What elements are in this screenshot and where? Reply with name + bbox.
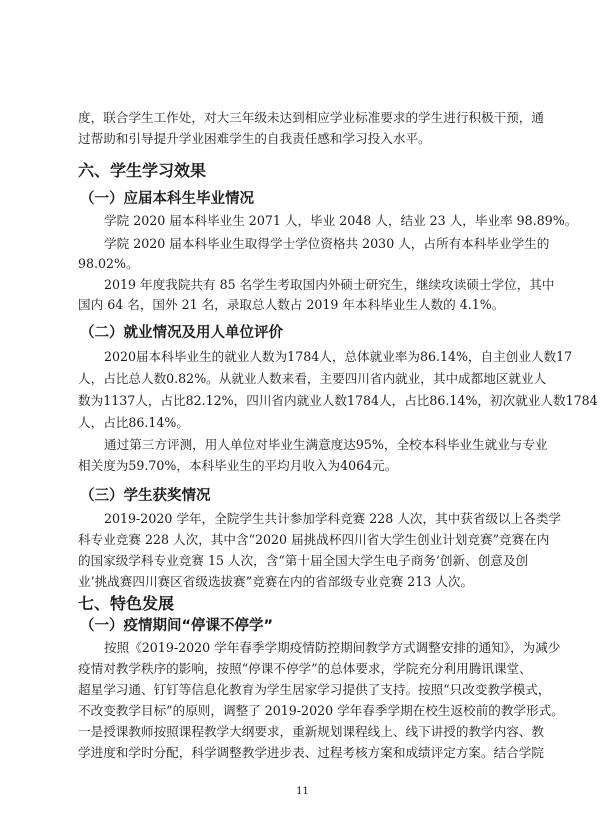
section-heading: 七、特色发展 bbox=[78, 594, 175, 613]
paragraph-line: 科专业竞赛 228 人次，其中含“2020 届挑战杯四川省大学生创业计划竞赛”竞赛在内 bbox=[78, 532, 550, 547]
subsection-heading: （二）就业情况及用人单位评价 bbox=[80, 325, 283, 341]
paragraph-line: 学院 2020 届本科毕业生取得学士学位资格共 2030 人，占所有本科毕业学生的 bbox=[104, 236, 550, 251]
paragraph-line: 超星学习通、钉钉等信息化教育为学生居家学习提供了支持。按照“只改变教学模式， bbox=[78, 682, 551, 697]
paragraph-line: 2019-2020 学年，全院学生共计参加学科竞赛 228 人次，其中获省级以上各类学 bbox=[104, 511, 562, 526]
paragraph-line: 数为1137人，占比82.12%，四川省内就业人数1784人，占比86.14%，初次就业人数1784 bbox=[78, 393, 598, 408]
subsection-heading: （一）疫情期间“停课不停学” bbox=[80, 618, 274, 634]
paragraph-line: 人，占比86.14%。 bbox=[78, 415, 189, 430]
paragraph-line: 一是授课教师按照课程教学大纲要求，重新规划课程线上、线下讲授的教学内容、教 bbox=[78, 724, 544, 739]
paragraph-line: 通过第三方评测，用人单位对毕业生满意度达95%，全校本科毕业生就业与专业 bbox=[104, 437, 548, 452]
page-number: 11 bbox=[296, 786, 309, 797]
paragraph-line: 疫情对教学秩序的影响，按照“停课不停学”的总体要求，学院充分利用腾讯课堂、 bbox=[78, 661, 532, 676]
paragraph-line: 的国家级学科专业竞赛 15 人次，含“第十届全国大学生电子商务‘创新、创意及创 bbox=[78, 553, 529, 568]
paragraph-line: 2020届本科毕业生的就业人数为1784人，总体就业率为86.14%，自主创业人数17 bbox=[104, 349, 573, 364]
paragraph-line: 98.02%。 bbox=[78, 256, 139, 271]
paragraph-line: 2019 年度我院共有 85 名学生考取国内外硕士研究生，继续攻读硕士学位，其中 bbox=[104, 277, 555, 292]
paragraph-line: 相关度为59.70%，本科毕业生的平均月收入为4064元。 bbox=[78, 458, 398, 473]
subsection-heading: （一）应届本科生毕业情况 bbox=[80, 191, 254, 207]
paragraph-line: 过帮助和引导提升学业困难学生的自我责任感和学习投入水平。 bbox=[78, 131, 431, 146]
subsection-heading: （三）学生获奖情况 bbox=[80, 488, 211, 504]
paragraph-line: 按照《2019-2020 学年春季学期疫情防控期间教学方式调整安排的通知》，为减少 bbox=[104, 640, 561, 655]
paragraph-line: 人，占比总人数0.82%。从就业人数来看，主要四川省内就业，其中成都地区就业人 bbox=[78, 371, 547, 386]
paragraph-line: 国内 64 名，国外 21 名，录取总人数占 2019 年本科毕业生人数的 4.1%。 bbox=[78, 297, 505, 312]
paragraph-line: 不改变教学目标”的原则，调整了 2019-2020 学年春季学期在校生返校前的教学形式。 bbox=[78, 703, 564, 718]
section-heading: 六、学生学习效果 bbox=[78, 161, 207, 180]
paragraph-line: 学院 2020 届本科毕业生 2071 人，毕业 2048 人，结业 23 人，毕业率 98.89%。 bbox=[104, 213, 578, 228]
paragraph-line: 学进度和学时分配，科学调整教学进步表、过程考核方案和成绩评定方案。结合学院 bbox=[78, 745, 544, 760]
paragraph-line: 度，联合学生工作处，对大三年级未达到相应学业标准要求的学生进行积极干预，通 bbox=[78, 110, 544, 125]
paragraph-line: 业’挑战赛四川赛区省级选拔赛”竞赛在内的省部级专业竞赛 213 人次。 bbox=[78, 574, 474, 589]
